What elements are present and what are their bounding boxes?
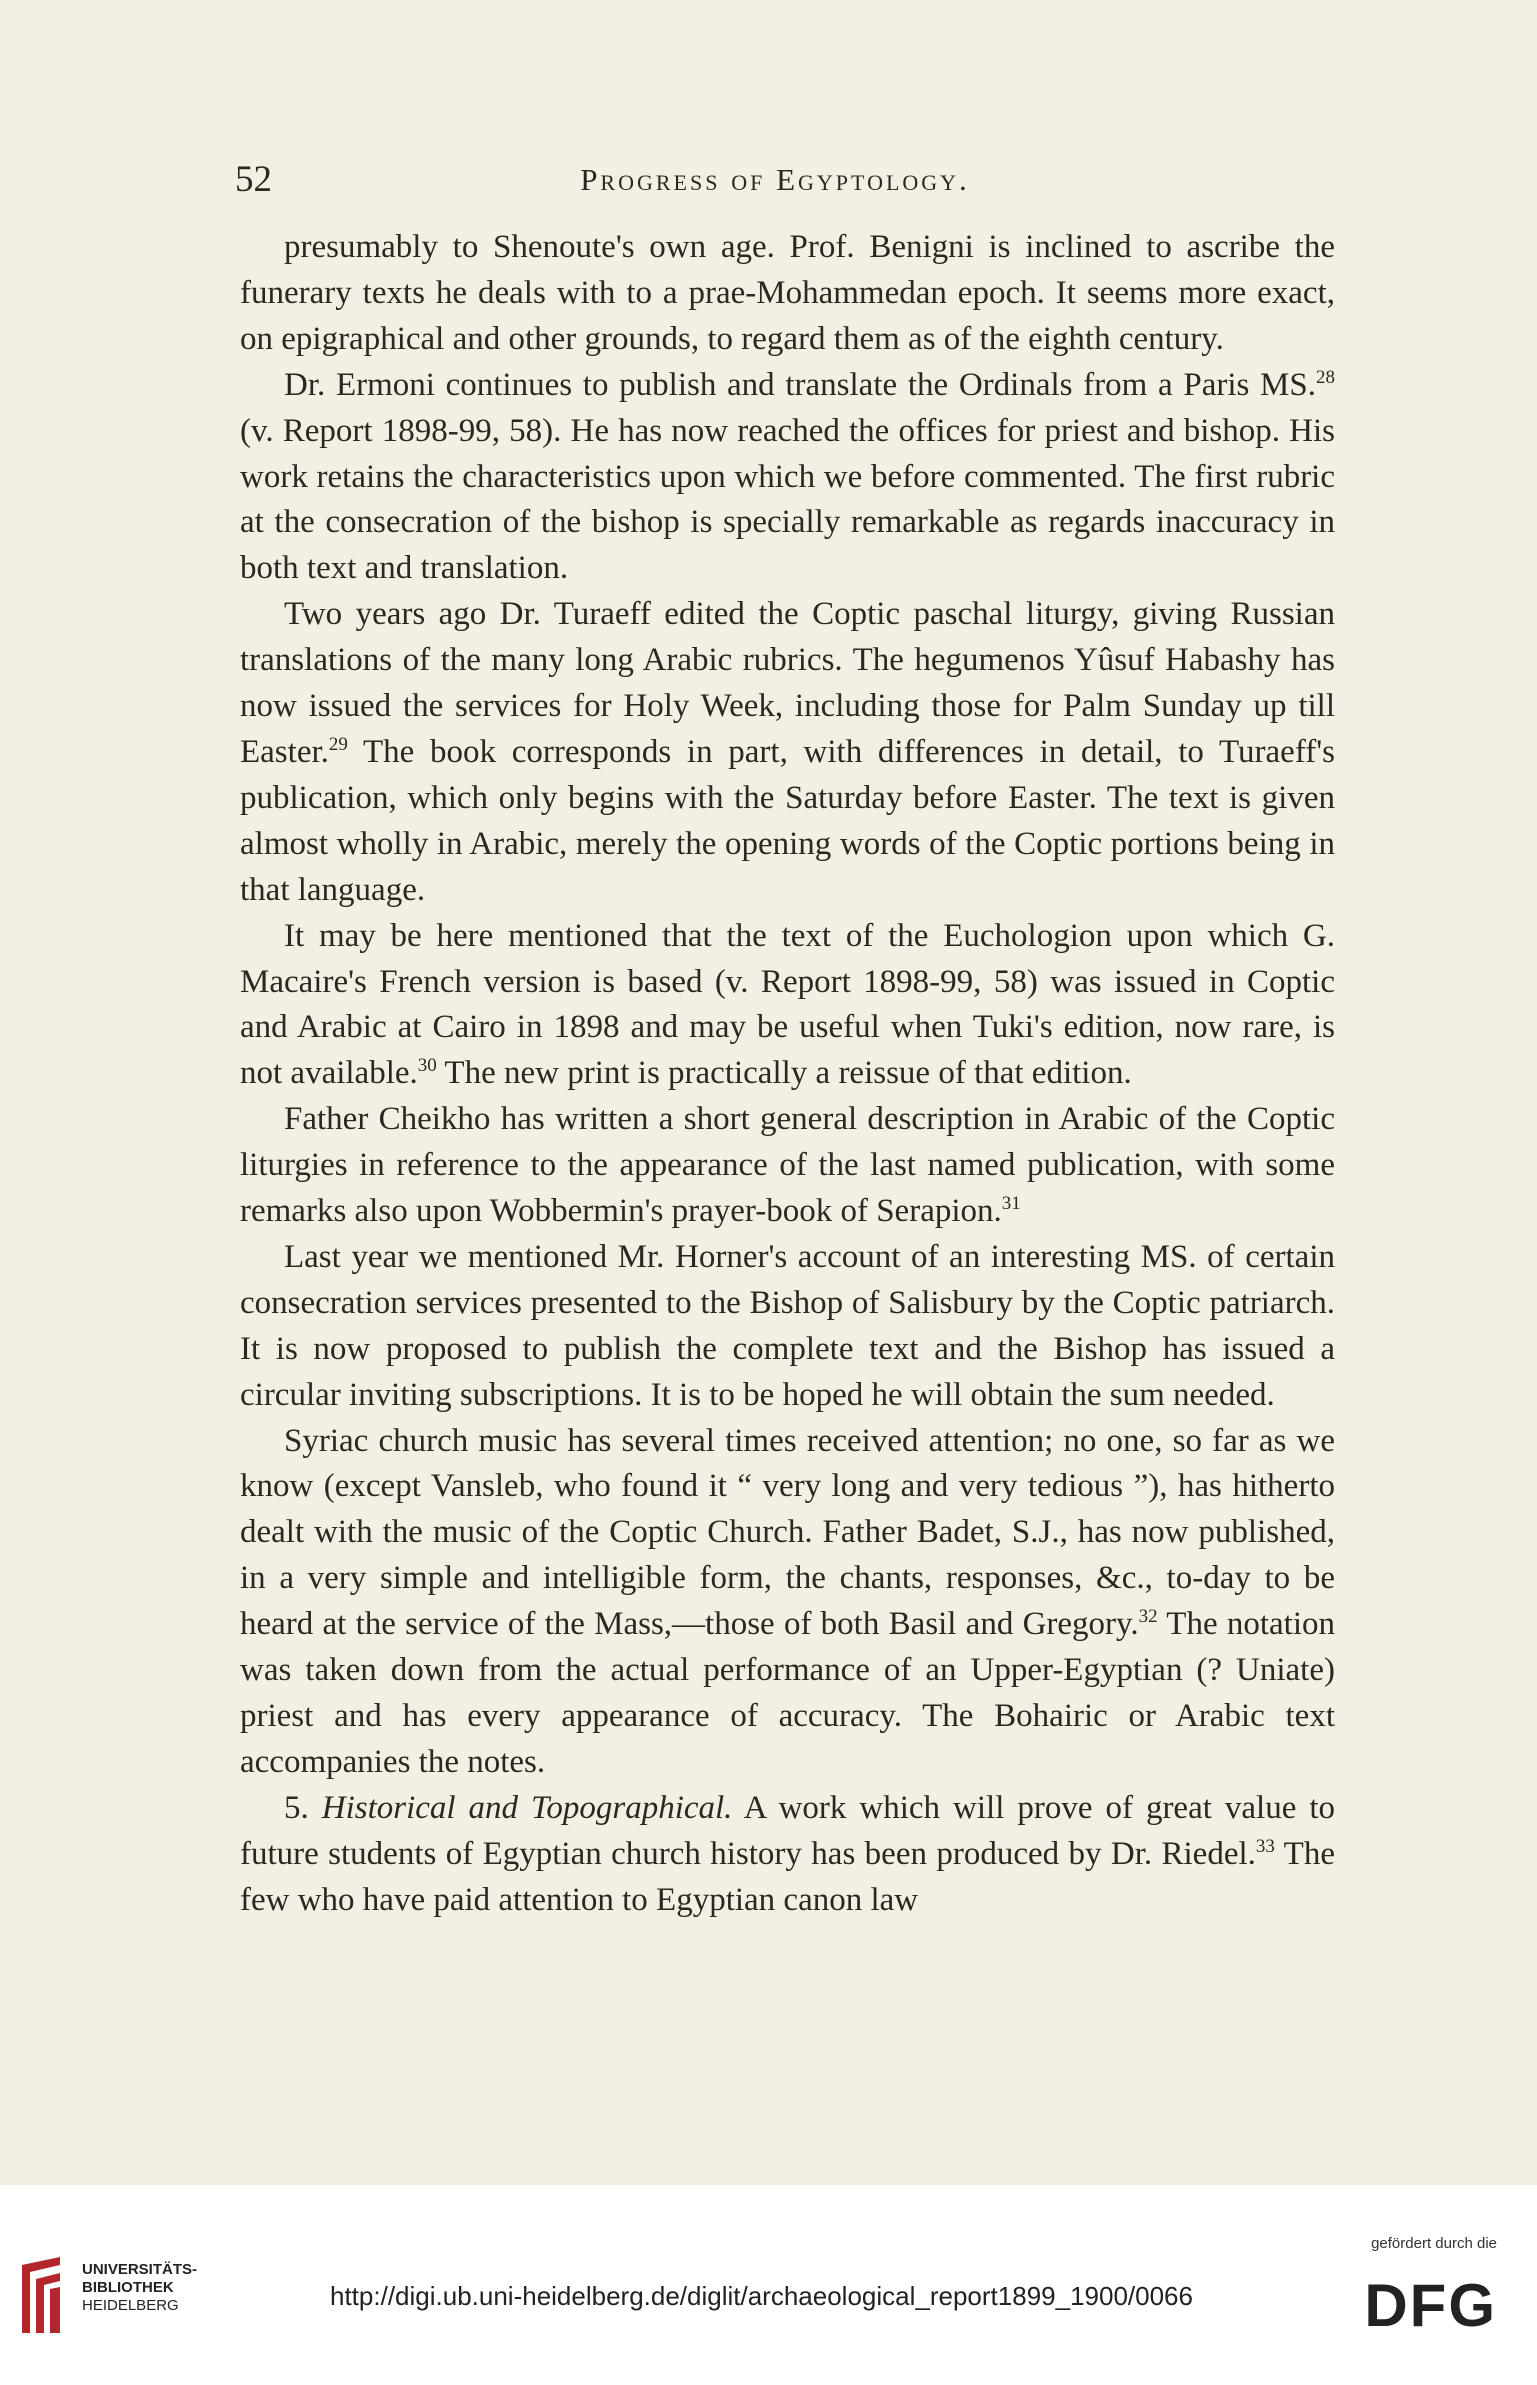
footnote-ref-33: 33 [1255, 1835, 1275, 1857]
paragraph-8: 5. Historical and Topographical. A work which will prove of great value to future students of Egyptian church history has been produced by Dr. Riedel.$^{33}$ The few who have paid attention to Egyptian canon law [240, 1789, 1335, 1918]
section-heading: Historical and Topographical. [321, 1789, 733, 1826]
footnote-ref-32: 32 [1138, 1606, 1158, 1628]
page-number: 52 [235, 159, 272, 200]
funder-logo [1347, 2215, 1497, 2365]
footnote-ref-29: 29 [328, 733, 348, 755]
dfg-logo-icon: DFG [1364, 2272, 1497, 2339]
paragraph-6: Last year we mentioned Mr. Horner's account of an interesting MS. of certain consecration services presented to the Bishop of Salisbury by the Coptic patriarch. It is now proposed to publish the complete text and the Bishop has issued a circular inviting subscriptions. It is to be hoped he will obtain the sum needed. [240, 1238, 1335, 1413]
paragraph-7: Syriac church music has several times received attention; no one, so far as we know (except Vansleb, who found it “ very long and very tedious ”), has hitherto dealt with the music of the Coptic Church. Father Badet, S.J., has now published, in a very simple and intelligible form, the chants, responses, &c., to-day to be heard at the service of the Mass,—those of both Basil and Gregory.$^{32}$ The notation was taken down from the actual performance of an Upper-Egyptian (? Uniate) priest and has every appearance of accuracy. The Bohairic or Arabic text accompanies the notes. [240, 1422, 1335, 1780]
paragraph-5: Father Cheikho has written a short general description in Arabic of the Coptic liturgies in reference to the appearance of the last named publication, with some remarks also upon Wobbermin's prayer-book of Serapion.$^{31}$ [240, 1101, 1335, 1230]
library-name-line2: BIBLIOTHEK [82, 2279, 174, 2296]
permalink-url[interactable]: http://digi.ub.uni-heidelberg.de/diglit/archaeological_report1899_1900/0066 [330, 2281, 1193, 2311]
running-title: Progress of Egyptology. [580, 162, 970, 197]
library-name-line3: HEIDELBERG [82, 2297, 179, 2314]
footnote-ref-28: 28 [1316, 366, 1335, 388]
paragraph-2: Dr. Ermoni continues to publish and translate the Ordinals from a Paris MS.$^{28}$ (v. Report 1898-99, 58). He has now reached the offices for priest and bishop. His work retains the characteristics upon which we before commented. The first rubric at the consecration of the bishop is specially remarkable as regards inaccuracy in both text and translation. [240, 366, 1335, 587]
paragraph-3: Two years ago Dr. Turaeff edited the Coptic paschal liturgy, giving Russian translations of the many long Arabic rubrics. The hegumenos Yûsuf Habashy has now issued the services for Holy Week, including those for Palm Sunday up till Easter.$^{29}$ The book corresponds in part, with differences in detail, to Turaeff's publication, which only begins with the Saturday before Easter. The text is given almost wholly in Arabic, merely the opening words of the Coptic portions being in that language. [240, 596, 1335, 908]
library-logo [10, 2255, 210, 2335]
paragraph-1: presumably to Shenoute's own age. Prof. Benigni is inclined to ascribe the funerary texts he deals with to a prae-Mohammedan epoch. It seems more exact, on epigraphical and other grounds, to regard them as of the eighth century. [240, 229, 1335, 357]
running-header [235, 158, 1315, 208]
footnote-ref-30: 30 [417, 1055, 437, 1077]
paragraph-4: It may be here mentioned that the text of the Euchologion upon which G. Macaire's French version is based (v. Report 1898-99, 58) was issued in Coptic and Arabic at Cairo in 1898 and may be useful when Tuki's edition, now rare, is not available.$^{30}$ The new print is practically a reissue of that edition. [240, 917, 1335, 1092]
funder-tagline: gefördert durch die [1371, 2235, 1497, 2252]
footer-bar [0, 2185, 1537, 2385]
footnote-ref-31: 31 [1001, 1193, 1021, 1215]
library-name-line1: UNIVERSITÄTS- [82, 2261, 198, 2278]
library-emblem-icon [16, 2255, 66, 2335]
body-text [240, 225, 1335, 1924]
